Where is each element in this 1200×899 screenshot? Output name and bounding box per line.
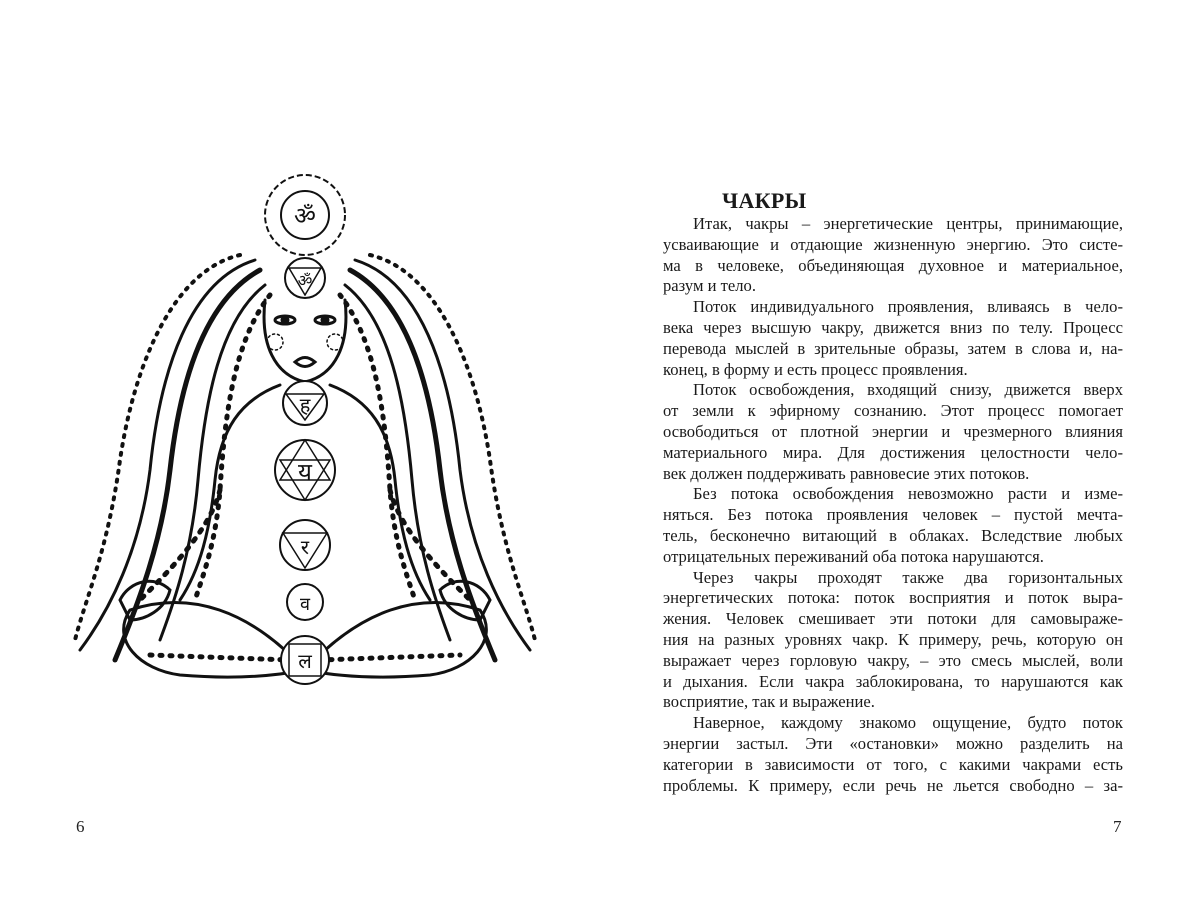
text-line: освободиться от плотной энергии и чрезмерного влияния bbox=[663, 421, 1123, 441]
text-line: конец, в форму и есть процесс проявления. bbox=[663, 359, 968, 379]
text-line: Без потока освобождения невозможно расти и изме- bbox=[693, 484, 1123, 504]
svg-text:ॐ: ॐ bbox=[297, 271, 313, 290]
paragraph bbox=[663, 297, 1123, 380]
paragraph bbox=[663, 568, 1123, 714]
svg-text:ॐ: ॐ bbox=[294, 202, 316, 230]
text-line: проблемы. К примеру, если речь не льется свободно – за- bbox=[663, 775, 1123, 795]
paragraph bbox=[663, 380, 1123, 484]
text-line: ния на разных уровнях чакр. К примеру, речь, которую он bbox=[663, 629, 1123, 649]
text-line: Наверное, каждому знакомо ощущение, будто поток bbox=[693, 713, 1123, 733]
svg-text:ल: ल bbox=[298, 649, 312, 673]
right-page bbox=[600, 0, 1200, 899]
meditating-woman-chakra-illustration bbox=[70, 170, 540, 720]
svg-text:य: य bbox=[298, 458, 312, 486]
text-line: и дыхания. Если чакра заблокирована, то нарушаются как bbox=[663, 671, 1123, 691]
text-line: Через чакры проходят также два горизонтальных bbox=[693, 567, 1123, 587]
text-line: век должен поддерживать равновесие этих потоков. bbox=[663, 463, 1030, 483]
text-line: няться. Без потока проявления человек – пустой мечта- bbox=[663, 505, 1123, 525]
text-line: века через высшую чакру, движется вниз по телу. Процесс bbox=[663, 317, 1123, 337]
text-line: Итак, чакры – энергетические центры, принимающие, bbox=[693, 214, 1123, 233]
page-number: 7 bbox=[1113, 817, 1122, 836]
text-line: энергетических потока: поток восприятия и поток выра- bbox=[663, 588, 1123, 608]
chapter-text bbox=[663, 188, 1123, 796]
text-line: перевода мыслей в зрительные образы, затем в слова и, на- bbox=[663, 338, 1123, 358]
text-line: жения. Человек смешивает эти потоки для самовыраже- bbox=[663, 609, 1123, 629]
text-line: выражает через горловую чакру, – это смесь мыслей, воли bbox=[663, 650, 1123, 670]
svg-text:व: व bbox=[299, 594, 311, 615]
page-number: 6 bbox=[76, 817, 85, 836]
text-line: категории в зависимости от того, с какими чакрами есть bbox=[663, 754, 1123, 774]
text-line: восприятие, так и выражение. bbox=[663, 692, 875, 712]
text-line: разум и тело. bbox=[663, 276, 756, 296]
text-line: усваивающие и отдающие жизненную энергию. Это систе- bbox=[663, 234, 1123, 254]
text-line: Поток индивидуального проявления, вливаясь в чело- bbox=[693, 297, 1123, 317]
text-line: Поток освобождения, входящий снизу, движется вверх bbox=[693, 380, 1123, 400]
paragraph bbox=[663, 484, 1123, 567]
svg-text:र: र bbox=[300, 535, 310, 559]
text-line: материального мира. Для достижения целостности чело- bbox=[663, 442, 1123, 462]
text-line: от земли к эфирному сознанию. Этот процесс помогает bbox=[663, 401, 1123, 421]
paragraph bbox=[663, 713, 1123, 796]
text-line: энергии застыл. Эти «остановки» можно разделить на bbox=[663, 733, 1123, 753]
text-line: отрицательных переживаний оба потока нарушаются. bbox=[663, 546, 1044, 566]
svg-text:ह: ह bbox=[299, 393, 311, 417]
text-line: ма в человеке, объединяющая духовное и материальное, bbox=[663, 255, 1123, 275]
paragraph bbox=[663, 214, 1123, 297]
text-line: тель, бесконечно витающий в облаках. Вследствие любых bbox=[663, 525, 1123, 545]
chapter-title: ЧАКРЫ bbox=[722, 188, 807, 213]
